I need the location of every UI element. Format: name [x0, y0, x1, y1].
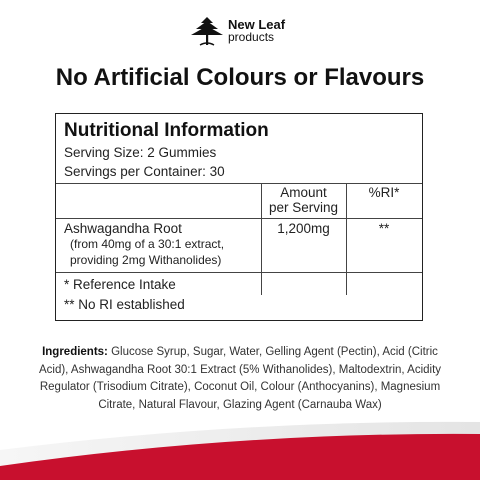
table-row [64, 221, 260, 268]
brand-logo [190, 14, 285, 48]
ingredients-label: Ingredients: [42, 346, 108, 358]
amount-header-line1: Amount [280, 185, 327, 200]
brand-tagline: products [228, 30, 275, 44]
brand-name: New Leaf [228, 17, 286, 32]
ri-value: ** [378, 221, 390, 236]
tree-leaf-icon [190, 14, 224, 48]
divider [56, 218, 422, 219]
divider [56, 272, 422, 273]
decorative-wave [0, 410, 480, 480]
nutrition-title: Nutritional Information [64, 120, 269, 141]
divider [56, 183, 422, 184]
amount-value: 1,200mg [277, 221, 330, 236]
ingredient-detail: (from 40mg of a 30:1 extract, providing 2mg Withanolides) [70, 237, 225, 267]
ingredients-list: Glucose Syrup, Sugar, Water, Gelling Agent (Pectin), Acid (Citric Acid), Ashwagandha Root 30:1 Extract (5% Withanolides), Maltodextrin, Acidity Regulator (Trisodium Citrate), Coconut Oil, Colour (Anthocyanins), Magnesium Citrate, Natural Flavour, Glazing Agent (Carnauba Wax) [38, 346, 442, 411]
amount-header-line2: per Serving [268, 200, 339, 215]
page-headline: No Artificial Colours or Flavours [55, 64, 425, 91]
serving-size: Serving Size: 2 Gummies [64, 145, 217, 160]
servings-per-container: Servings per Container: 30 [64, 164, 225, 179]
ingredients-text [30, 344, 450, 414]
amount-header [261, 185, 346, 215]
ingredient-name: Ashwagandha Root [64, 221, 182, 236]
ri-header: %RI* [368, 185, 400, 200]
footnote-reference-intake: * Reference Intake [64, 277, 176, 292]
nutrition-panel [55, 113, 423, 321]
footnote-no-ri: ** No RI established [64, 297, 185, 312]
